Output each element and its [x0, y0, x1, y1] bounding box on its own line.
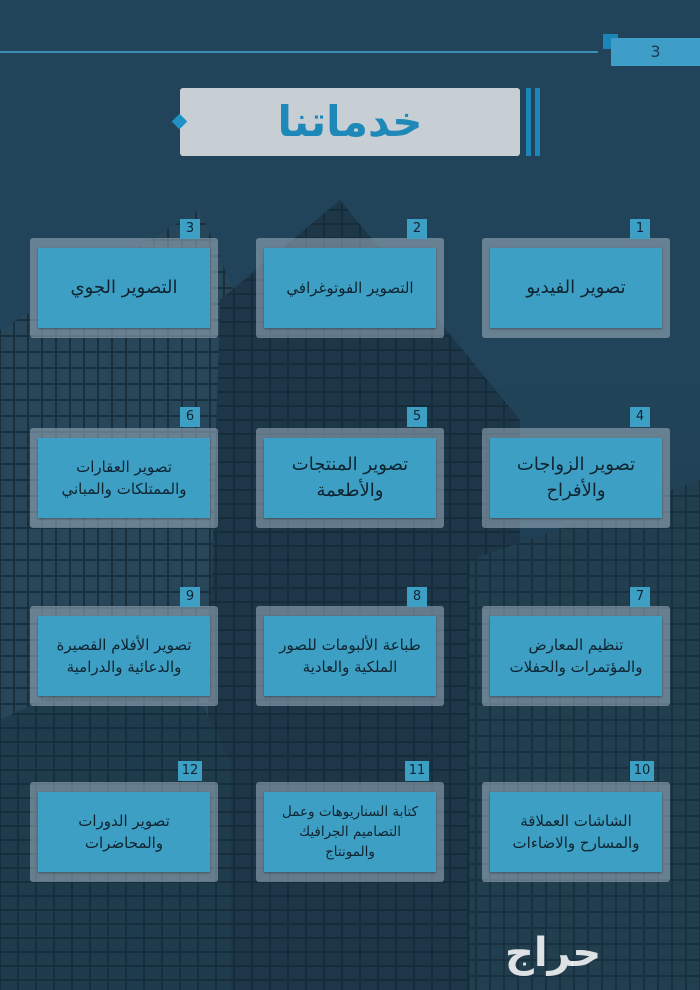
service-label: تصوير الأفلام القصيرة والدعائية والدرامية — [56, 635, 192, 676]
page-number: 3 — [611, 38, 700, 66]
watermark-logo: حراج — [505, 930, 602, 976]
service-label: تصوير العقارات والممتلكات والمباني — [61, 457, 187, 498]
service-label: تصوير المنتجات والأطعمة — [291, 453, 409, 501]
service-number: 9 — [180, 587, 200, 607]
service-label: تصوير الزواجات والأفراح — [516, 453, 636, 501]
service-number: 11 — [405, 761, 429, 781]
service-number: 6 — [180, 407, 200, 427]
service-number: 4 — [630, 407, 650, 427]
header-line — [0, 51, 598, 53]
service-card-2 — [256, 238, 444, 338]
service-card-11 — [256, 782, 444, 882]
service-card-10 — [482, 782, 670, 882]
service-label: تصوير الفيديو — [526, 276, 626, 298]
service-card-4 — [482, 428, 670, 528]
service-number: 1 — [630, 219, 650, 239]
service-number: 12 — [178, 761, 202, 781]
service-number: 2 — [407, 219, 427, 239]
service-label: التصوير الجوي — [70, 276, 178, 298]
service-card-1 — [482, 238, 670, 338]
service-label: تصوير الدورات والمحاضرات — [78, 811, 170, 852]
title-bar-ornament — [526, 88, 531, 156]
title-bar-ornament — [535, 88, 540, 156]
page-title: خدماتنا — [277, 97, 423, 146]
service-card-9 — [30, 606, 218, 706]
title-banner — [170, 88, 550, 156]
service-number: 5 — [407, 407, 427, 427]
service-card-8 — [256, 606, 444, 706]
service-card-5 — [256, 428, 444, 528]
service-label: التصوير الفوتوغرافي — [286, 278, 414, 297]
service-card-7 — [482, 606, 670, 706]
service-number: 7 — [630, 587, 650, 607]
service-number: 8 — [407, 587, 427, 607]
service-card-6 — [30, 428, 218, 528]
service-label: طباعة الألبومات للصور الملكية والعادية — [279, 635, 421, 676]
service-label: تنظيم المعارض والمؤتمرات والحفلات — [509, 635, 643, 676]
service-label: كتابة السناريوهات وعمل التصاميم الجرافيك والمونتاج — [281, 803, 419, 861]
service-card-3 — [30, 238, 218, 338]
service-number: 3 — [180, 219, 200, 239]
service-number: 10 — [630, 761, 654, 781]
service-card-12 — [30, 782, 218, 882]
service-label: الشاشات العملاقة والمسارح والاضاءات — [512, 811, 640, 852]
